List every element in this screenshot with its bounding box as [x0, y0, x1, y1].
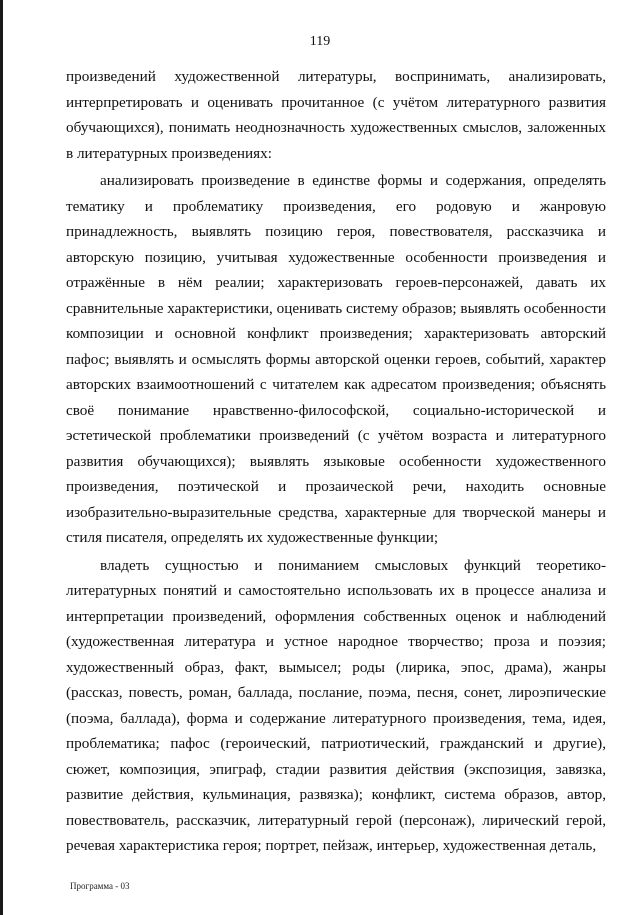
page-footer: Программа - 03 [70, 881, 130, 891]
paragraph-continuation: произведений художественной литературы, воспринимать, анализировать, интерпретировать и оценивать прочитанное (с учётом литературного развития обучающихся), понимать неоднозначность художественных смыслов, заложенных в литературных произведениях: [66, 68, 606, 162]
paragraph-analyze: анализировать произведение в единстве формы и содержания, определять тематику и проблематику произведения, его родовую и жанровую принадлежность, выявлять позицию героя, повествователя, рассказчика и авторскую позицию, учитывая художественные особенности произведения и отражённые в нём реалии; характеризовать героев-персонажей, давать их сравнительные характеристики, оценивать систему образов; выявлять особенности композиции и основной конфликт произведения; характеризовать авторский пафос; выявлять и осмыслять формы авторской оценки героев, событий, характер авторских взаимоотношений с читателем как адресатом произведения; объяснять своё понимание нравственно-философской, социально-исторической и эстетической проблематики произведений (с учётом возраста и литературного развития обучающихся); выявлять языковые особенности художественного произведения, поэтической и прозаической речи, находить основные изобразительно-выразительные средства, характерные для творческой манеры и стиля писателя, определять их художественные функции; [66, 172, 606, 546]
body-text [66, 64, 606, 859]
page-number: 119 [309, 34, 331, 49]
paragraph-theory: владеть сущностью и пониманием смысловых функций теоретико-литературных понятий и самостоятельно использовать их в процессе анализа и интерпретации произведений, оформления собственных оценок и наблюдений (художественная литература и устное народное творчество; проза и поэзия; художественный образ, факт, вымысел; роды (лирика, эпос, драма), жанры (рассказ, повесть, роман, баллада, послание, поэма, песня, сонет, лироэпические (поэма, баллада), форма и содержание литературного произведения, тема, идея, проблематика; пафос (героический, патриотический, гражданский и другие), сюжет, композиция, эпиграф, стадии развития действия (экспозиция, завязка, развитие действия, кульминация, развязка); конфликт, система образов, автор, повествователь, рассказчик, литературный герой (персонаж), лирический герой, речевая характеристика героя; портрет, пейзаж, интерьер, художественная деталь, [66, 556, 606, 854]
scan-edge [0, 0, 3, 915]
